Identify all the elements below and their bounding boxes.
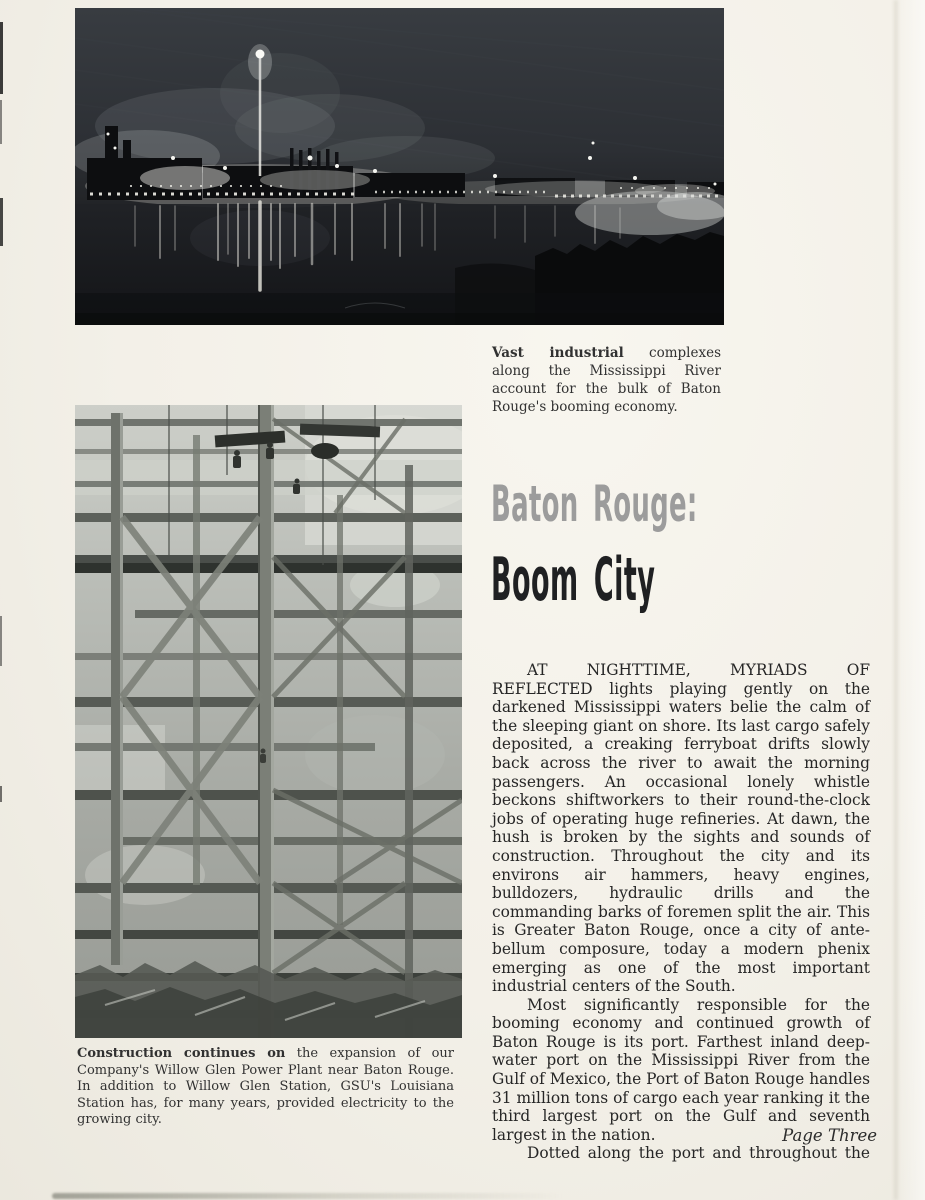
right-haze: [575, 191, 724, 235]
page-edge-mark: [0, 786, 2, 802]
article-body: [492, 661, 870, 1163]
article-title-main: Boom City: [491, 545, 656, 615]
caption-lead-in: Construction continues on: [77, 1046, 286, 1061]
caption-lead-in: Vast industrial: [492, 345, 624, 361]
construction-photo: [75, 405, 462, 1038]
article-title-block: [491, 475, 888, 615]
page-crease: [894, 0, 898, 1200]
body-paragraph-2: Most significantly responsible for the booming economy and continued growth of Baton Rouge is its port. Farthest inland deep-water port on the Mississippi River from the Gulf of Mexico, the Port of Baton Rouge handles 31 million tons of cargo each year ranking it the third largest port on the Gulf and seventh largest in the nation.: [492, 995, 870, 1144]
night-photo-caption: [492, 344, 721, 416]
article-title-kicker: Baton Rouge:: [491, 475, 698, 533]
page-bottom-shadow: [52, 1193, 564, 1199]
page-edge-mark: [0, 616, 2, 666]
body-paragraph-3: Dotted along the port and throughout the: [527, 1144, 870, 1163]
page-edge-mark: [0, 100, 2, 144]
page-edge-highlight: [895, 0, 925, 1200]
page-edge-mark: [0, 198, 3, 246]
body-paragraph-1: AT NIGHTTIME, MYRIADS OF REFLECTED lights playing gently on the darkened Mississippi waters belie the calm of the sleeping giant on shore. Its last cargo safely deposited, a creaking ferryboat drifts slowly back across the river to await the morning passengers. An occasional lonely whistle beckons shiftworkers to their round-the-clock jobs of operating huge refineries. At dawn, the hush is broken by the sights and sounds of construction. Throughout the city and its environs air hammers, heavy engines, bulldozers, hydraulic drills and the commanding barks of foremen split the air. This is Greater Baton Rouge, once a city of ante-bellum composure, today a modern phenix emerging as one of the most important industrial centers of the South.: [492, 661, 870, 996]
construction-graphic: [75, 405, 462, 1038]
page-edge-mark: [0, 22, 3, 94]
construction-photo-caption: [77, 1046, 454, 1129]
caption-text: complexes along the Mississippi River account for the bulk of Baton Rouge's booming economy.: [492, 345, 721, 415]
caption-text: the expansion of our Company's Willow Glen Power Plant near Baton Rouge. In addition to Willow Glen Station, GSU's Louisiana Station has, for many years, provided electricity to the growing city.: [77, 1046, 454, 1128]
night-skyline-photo: [75, 8, 724, 325]
page-number: Page Three: [782, 1126, 877, 1145]
night-skyline-graphic: [75, 8, 724, 325]
